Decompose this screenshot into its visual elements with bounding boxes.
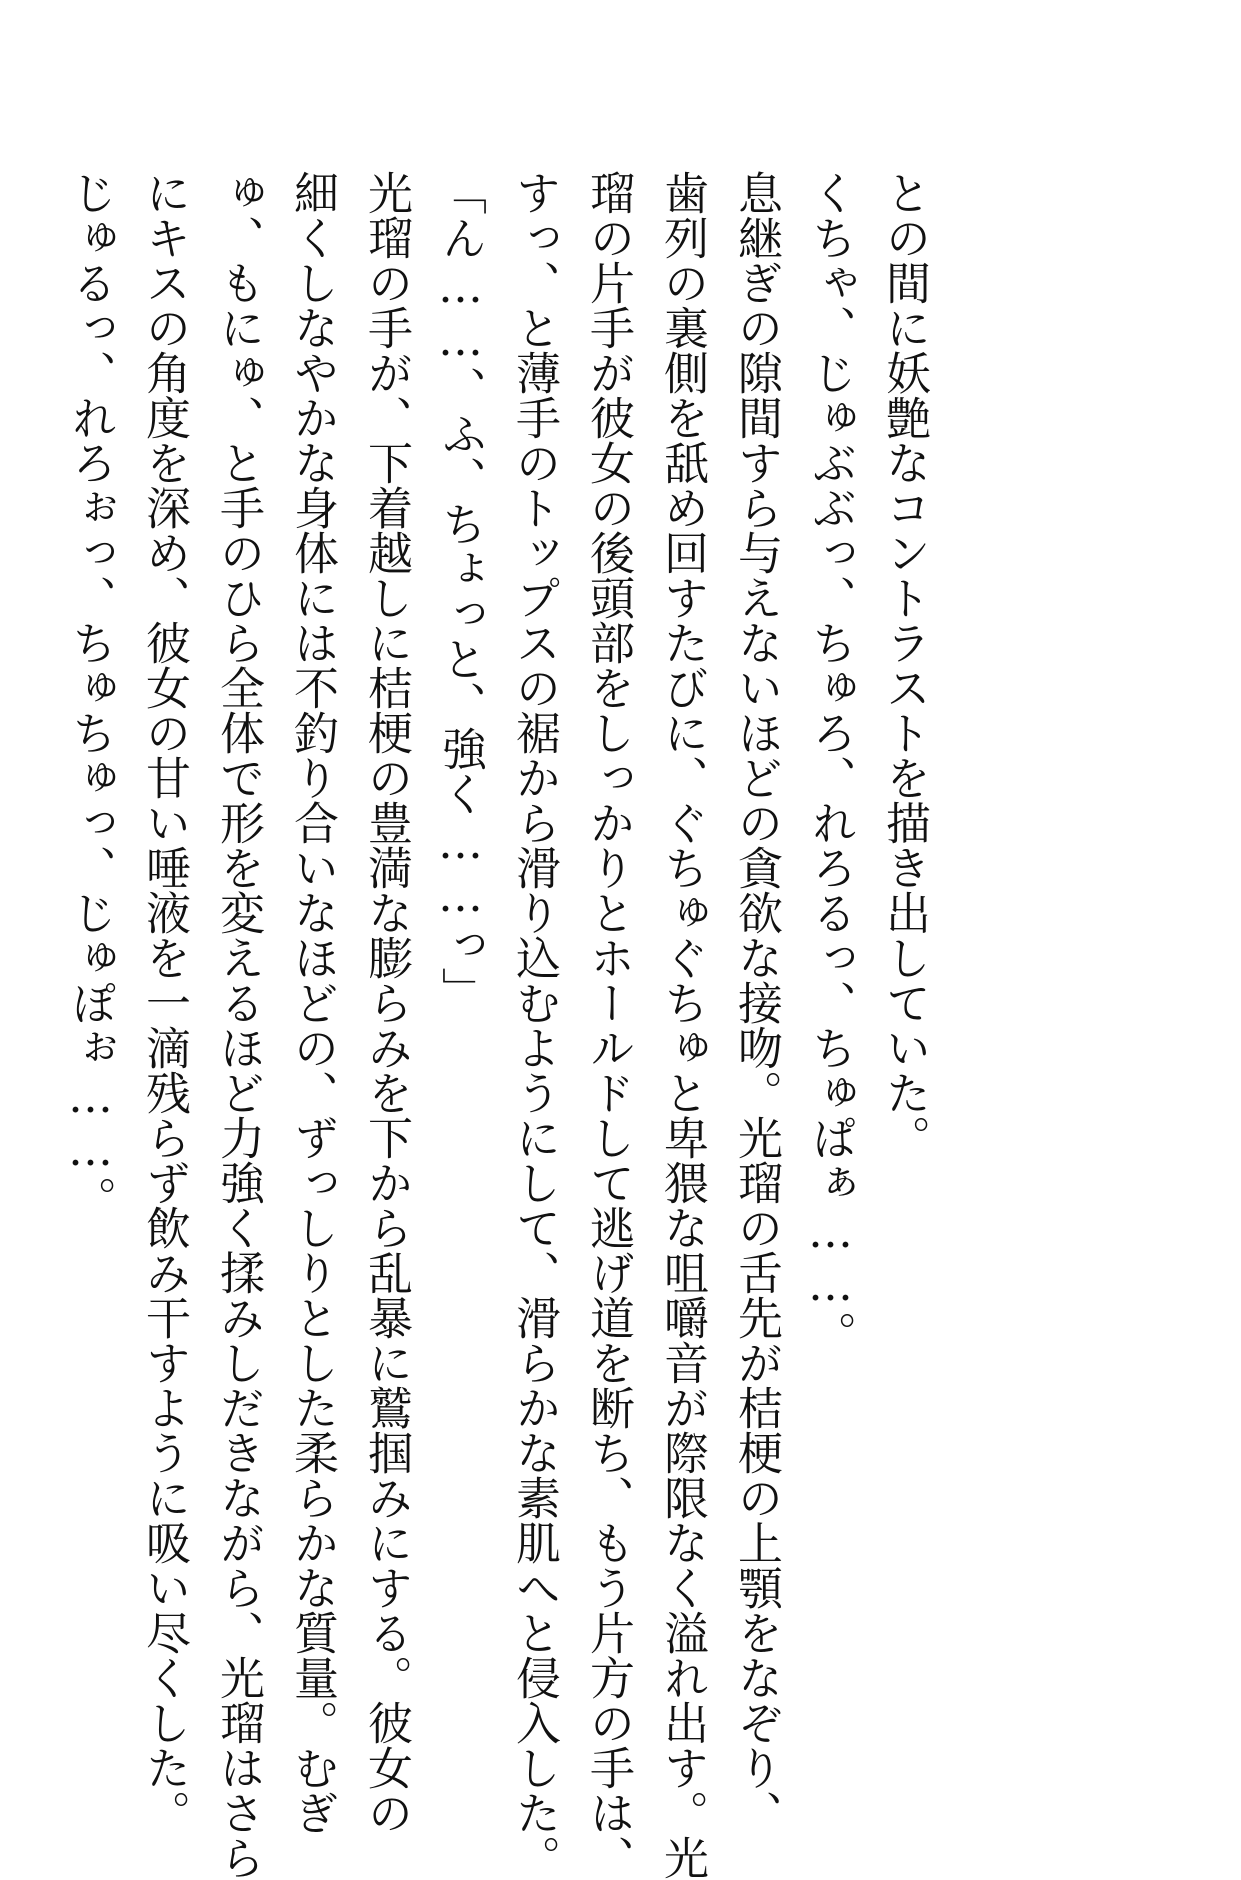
vertical-text-body — [53, 170, 941, 1880]
text-line-10: ゅ、もにゅ、と手のひら全体で形を変えるほど力強く揉みしだきながら、光瑠はさら — [212, 170, 265, 1880]
text-line-12: じゅるっ、れろぉっ、ちゅちゅっ、じゅぽぉ……。 — [64, 170, 117, 1221]
text-line-6: すっ、と薄手のトップスの裾から滑り込むようにして、滑らかな素肌へと侵入した。 — [508, 170, 561, 1880]
text-line-3: 息継ぎの隙間すら与えないほどの貪欲な接吻。光瑠の舌先が桔梗の上顎をなぞり、 — [730, 170, 783, 1835]
text-line-7: 「ん……、ふ、ちょっと、強く……っ」 — [434, 170, 487, 1012]
text-line-11: にキスの角度を深め、彼女の甘い唾液を一滴残らず飲み干すように吸い尽くした。 — [138, 170, 191, 1835]
text-line-5: 瑠の片手が彼女の後頭部をしっかりとホールドして逃げ道を断ち、もう片方の手は、 — [582, 170, 635, 1880]
text-line-2: くちゃ、じゅぶぶっ、ちゅろ、れろるっ、ちゅぱぁ……。 — [804, 170, 857, 1356]
text-line-1: との間に妖艶なコントラストを描き出していた。 — [878, 170, 931, 1160]
text-line-8: 光瑠の手が、下着越しに桔梗の豊満な膨らみを下から乱暴に鷲掴みにする。彼女の — [360, 170, 413, 1835]
text-line-9: 細くしなやかな身体には不釣り合いなほどの、ずっしりとした柔らかな質量。むぎ — [286, 170, 339, 1835]
text-line-4: 歯列の裏側を舐め回すたびに、ぐちゅぐちゅと卑猥な咀嚼音が際限なく溢れ出す。光 — [656, 170, 709, 1880]
